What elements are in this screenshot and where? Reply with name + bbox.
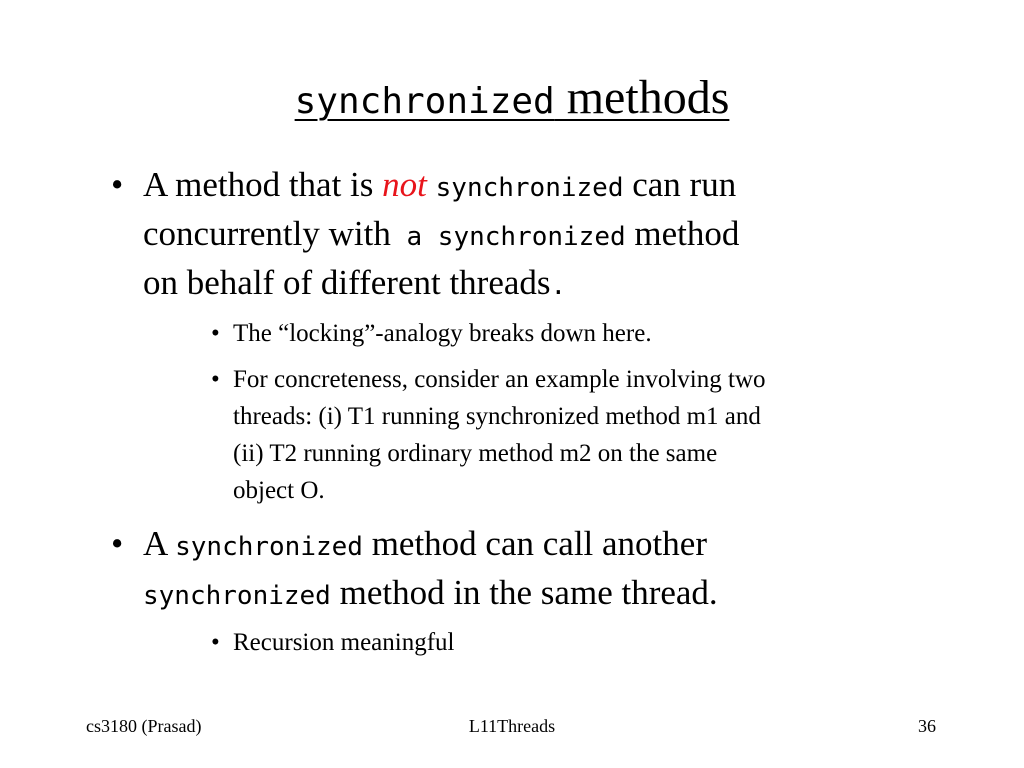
sub-bullet-2-line-1: For concreteness, consider an example involving two [233, 366, 766, 393]
bullet-1-line-3: on behalf of different threads. [143, 263, 567, 302]
sub-bullet-2-line-3: (ii) T2 running ordinary method m2 on the same [233, 440, 718, 467]
sub-bullet-2-line-4: object O. [233, 477, 325, 504]
sub-bullet-2 [211, 361, 1003, 509]
code-keyword: synchronized [143, 581, 331, 611]
bullet-1-line-2: concurrently with a synchronized method [143, 214, 740, 253]
sub-bullet-marker: • [211, 629, 220, 656]
page-number: 36 [918, 716, 936, 736]
sub-bullet-marker: • [211, 320, 220, 347]
code-keyword: synchronized [435, 173, 624, 203]
bullet-1 [111, 162, 983, 309]
bullet-1-line-1: A method that is not synchronized can run [143, 165, 737, 204]
bullet-2-line-2: synchronized method in the same thread. [143, 573, 718, 612]
sub-bullet-1-text: The “locking”-analogy breaks down here. [233, 320, 652, 347]
title-rest: methods [554, 71, 730, 124]
bullet-marker: • [111, 524, 124, 563]
footer-lecture: L11Threads [468, 716, 556, 736]
code-keyword: synchronized [175, 532, 363, 562]
title-code-keyword: synchronized [294, 81, 555, 122]
sub-bullet-marker: • [211, 366, 220, 393]
slide-title [0, 68, 1024, 132]
slide-title-text [295, 71, 730, 124]
sub-bullet-3 [211, 624, 1003, 661]
bullet-2 [111, 521, 983, 619]
bullet-2-line-1: A synchronized method can call another [143, 524, 707, 563]
sub-bullet-2-line-2: threads: (i) T1 running synchronized method m1 and [233, 403, 761, 430]
sub-bullet-1 [211, 315, 1003, 352]
sub-bullet-3-text: Recursion meaningful [233, 629, 455, 656]
code-keyword: a synchronized [390, 222, 626, 252]
bullet-marker: • [111, 165, 124, 204]
footer-course: cs3180 (Prasad) [86, 716, 202, 736]
emphasis-not: not [382, 165, 427, 204]
